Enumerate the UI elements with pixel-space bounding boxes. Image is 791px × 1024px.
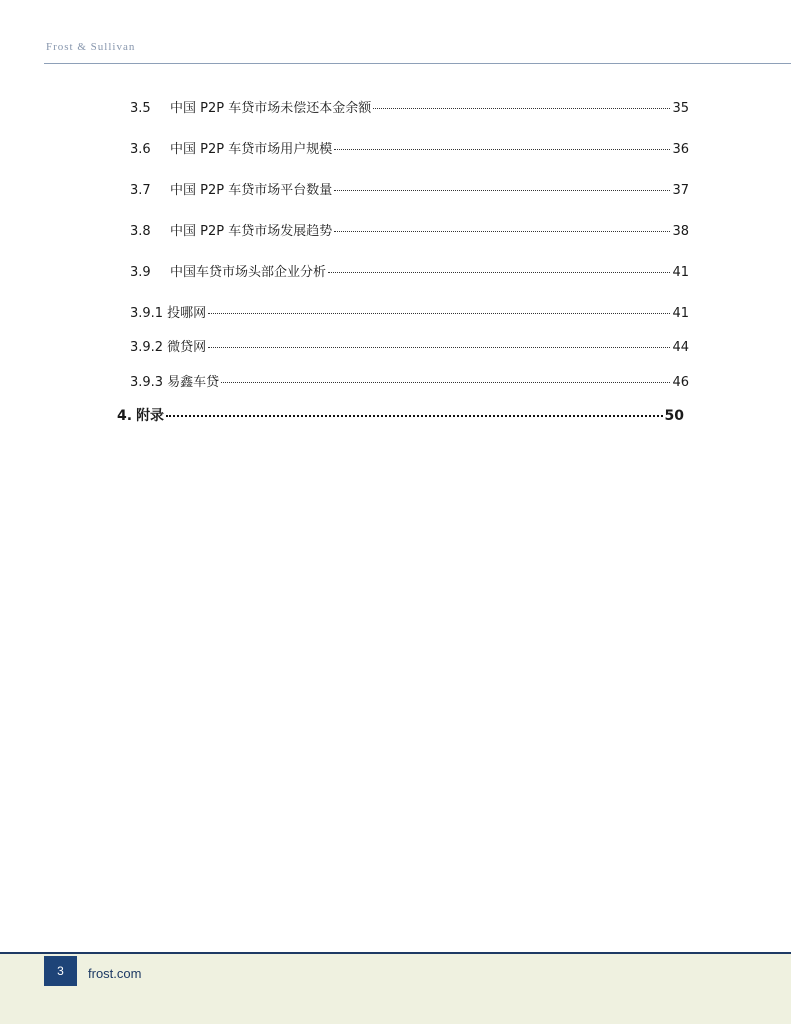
toc-title: 易鑫车贷 <box>167 375 220 390</box>
toc-title: 中国 P2P 车贷市场平台数量 <box>170 183 333 198</box>
toc-page: 37 <box>672 183 689 198</box>
toc-number: 3.7 <box>130 183 151 198</box>
toc-number: 3.9.2 <box>130 340 164 355</box>
toc-number: 3.9 <box>130 265 151 280</box>
toc-page: 50 <box>664 408 684 424</box>
toc-number: 3.9.1 <box>130 306 164 321</box>
dot-leader <box>166 414 662 417</box>
toc-title: 附录 <box>136 408 165 424</box>
toc-number: 3.9.3 <box>130 375 164 390</box>
toc-page: 44 <box>672 340 689 355</box>
dot-leader <box>334 148 670 150</box>
toc-entry-3-9-1[interactable] <box>130 302 689 321</box>
page-number-badge: 3 <box>44 956 77 986</box>
toc-entry-3-6[interactable] <box>130 138 689 157</box>
toc-number: 4. <box>117 408 133 424</box>
dot-leader <box>334 189 670 191</box>
toc-page: 41 <box>672 265 689 280</box>
dot-leader <box>373 107 670 109</box>
toc-entry-3-8[interactable] <box>130 220 689 239</box>
header-brand: Frost & Sullivan <box>46 41 136 53</box>
footer-site-link[interactable]: frost.com <box>88 966 142 981</box>
toc-page: 38 <box>672 224 689 239</box>
toc-entry-3-7[interactable] <box>130 179 689 198</box>
toc-number: 3.5 <box>130 101 151 116</box>
toc-page: 36 <box>672 142 689 157</box>
toc-page: 41 <box>672 306 689 321</box>
header-divider <box>44 63 791 64</box>
dot-leader <box>334 230 670 232</box>
toc-title: 中国 P2P 车贷市场发展趋势 <box>170 224 333 239</box>
toc-entry-3-9[interactable] <box>130 261 689 280</box>
toc-title: 中国车贷市场头部企业分析 <box>170 265 327 280</box>
toc-entry-3-5[interactable] <box>130 97 689 116</box>
toc-page: 35 <box>672 101 689 116</box>
toc-number: 3.8 <box>130 224 151 239</box>
dot-leader <box>221 381 670 383</box>
dot-leader <box>208 346 670 348</box>
toc-page: 46 <box>672 375 689 390</box>
toc-entry-3-9-2[interactable] <box>130 336 689 355</box>
toc-title: 中国 P2P 车贷市场未偿还本金余额 <box>170 101 372 116</box>
toc-number: 3.6 <box>130 142 151 157</box>
toc-title: 投哪网 <box>167 306 207 321</box>
dot-leader <box>328 271 670 273</box>
toc-entry-3-9-3[interactable] <box>130 371 689 390</box>
page-footer <box>0 952 791 1024</box>
toc-entry-4[interactable] <box>117 405 684 425</box>
dot-leader <box>208 312 670 314</box>
toc-title: 中国 P2P 车贷市场用户规模 <box>170 142 333 157</box>
toc-title: 微贷网 <box>167 340 207 355</box>
